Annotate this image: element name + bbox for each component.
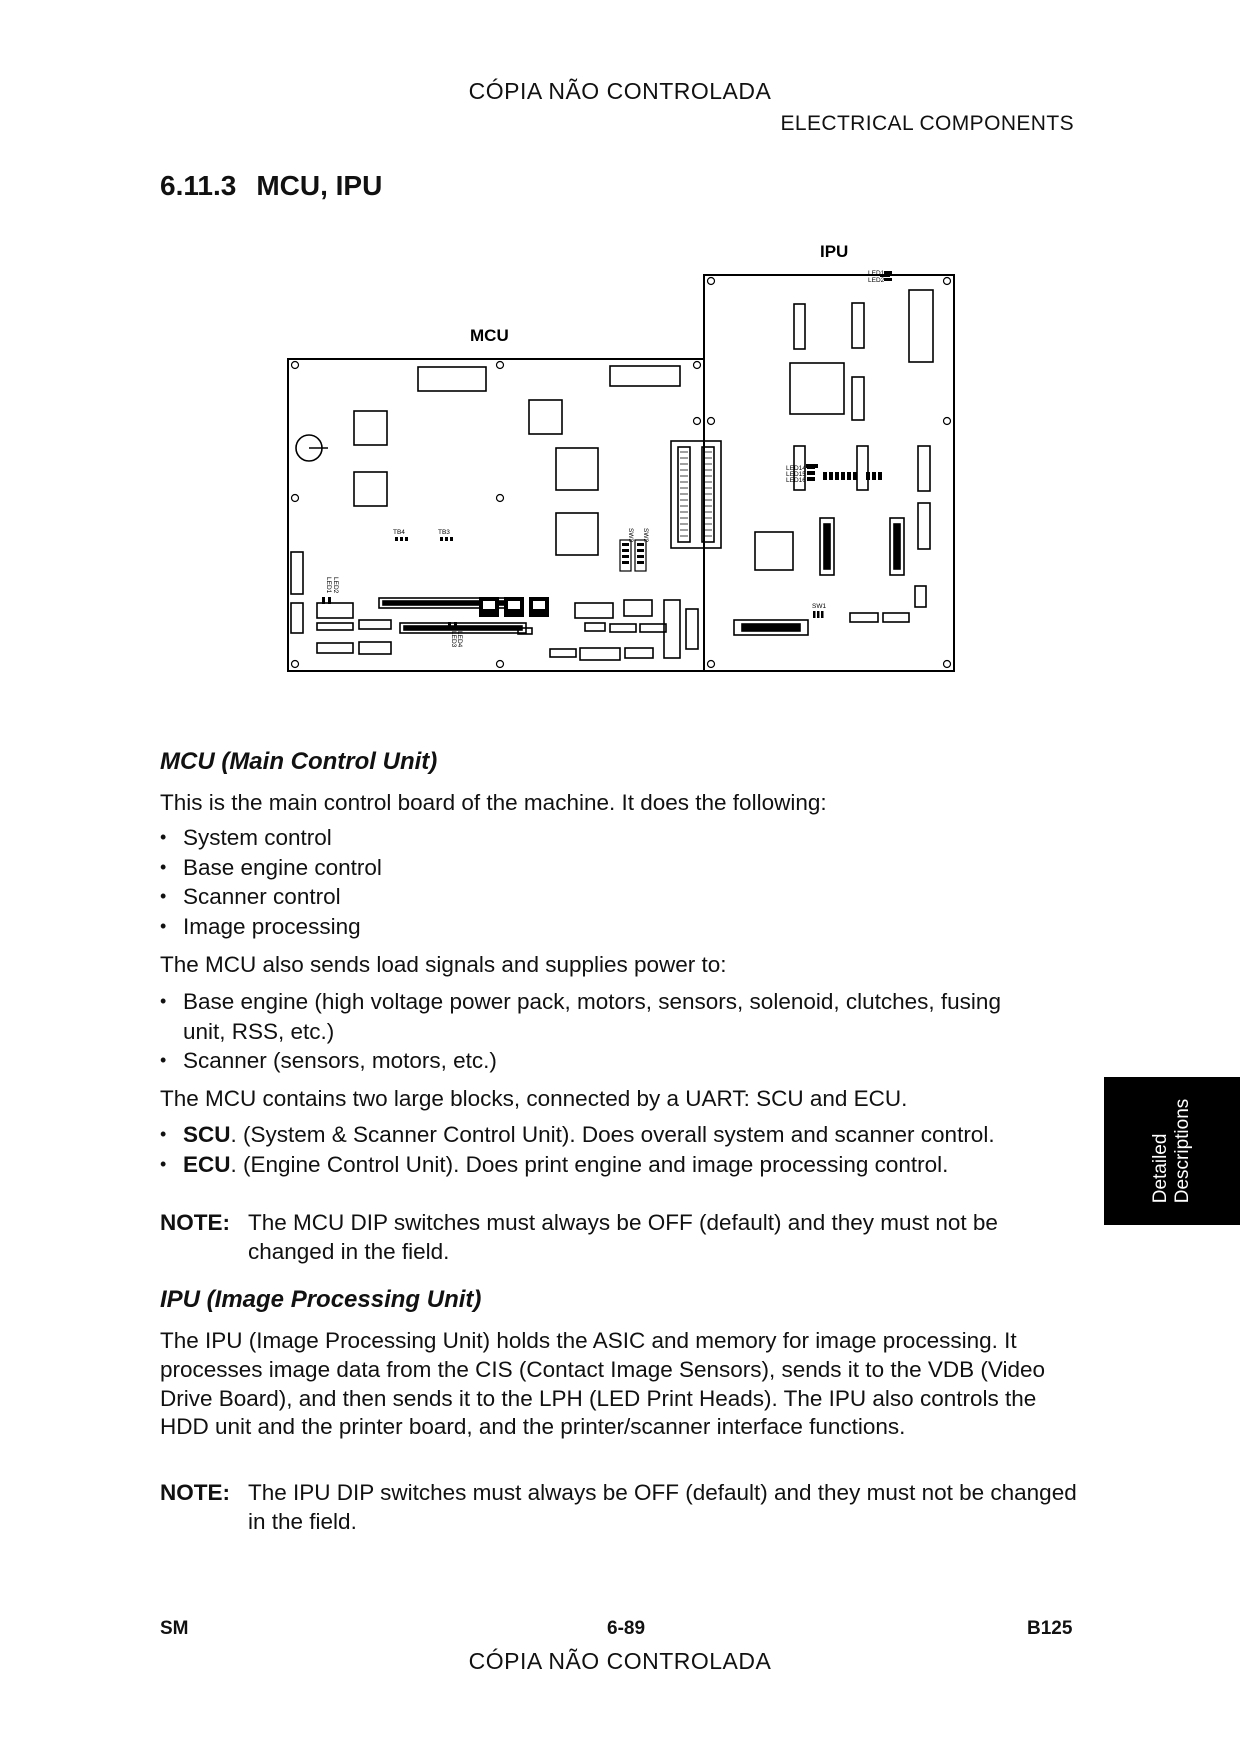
footer-page-number: 6-89 — [607, 1618, 646, 1639]
note-label: NOTE: — [160, 1480, 230, 1505]
mcu-sw3-label: SW3 — [627, 528, 634, 543]
ipu-label: IPU — [820, 242, 849, 261]
ipu-led1-label: LED1 — [868, 270, 885, 277]
ipu-sw1-label: SW1 — [812, 603, 827, 610]
ipu-led14-label: LED14 — [786, 465, 806, 472]
mcu-intro: This is the main control board of the machine. It does the following: — [160, 790, 827, 815]
list-item: • Scanner control — [160, 882, 1080, 912]
ipu-led15-label: LED15 — [786, 471, 806, 478]
block-name: SCU — [183, 1122, 231, 1147]
ipu-heading: IPU (Image Processing Unit) — [160, 1286, 482, 1313]
section-number: 6.11.3 — [160, 170, 237, 201]
section-title: MCU, IPU — [256, 170, 383, 201]
mcu-led3-label: LED3 — [450, 631, 457, 648]
mcu-ipu-board-diagram — [280, 240, 970, 680]
list-item — [160, 1150, 1040, 1180]
block-name: ECU — [183, 1151, 231, 1177]
mcu-tb3-label: TB3 — [438, 529, 450, 536]
note-text: The MCU DIP switches must always be OFF (default) and they must not be changed in the field. — [248, 1210, 998, 1264]
list-item: • System control — [160, 823, 1080, 853]
mcu-supplies-list — [160, 987, 1040, 1076]
mcu-label: MCU — [470, 326, 509, 345]
mcu-heading: MCU (Main Control Unit) — [160, 748, 438, 775]
note-text: The IPU DIP switches must always be OFF (default) and they must not be changed in the field. — [248, 1480, 1077, 1534]
block-description: . (Engine Control Unit). Does print engine and image processing control. — [230, 1151, 949, 1177]
mcu-blocks-list — [160, 1120, 1040, 1179]
mcu-sw2-label: SW2 — [642, 528, 649, 543]
mcu-blocks-intro: The MCU contains two large blocks, connected by a UART: SCU and ECU. — [160, 1086, 908, 1111]
mcu-tb4-label: TB4 — [393, 529, 405, 536]
list-item: • Base engine (high voltage power pack, motors, sensors, solenoid, clutches, fusing unit, RSS, etc.) — [160, 987, 1040, 1046]
watermark-bottom: CÓPIA NÃO CONTROLADA — [468, 1648, 772, 1674]
section-heading — [160, 170, 382, 202]
list-item: • Base engine control — [160, 853, 1080, 883]
note-label: NOTE: — [160, 1210, 230, 1235]
side-tab-detailed-descriptions — [1104, 1077, 1240, 1225]
mcu-led1-label: LED1 — [325, 577, 332, 594]
footer-right: B125 — [1027, 1618, 1073, 1639]
list-item — [160, 1120, 1040, 1150]
ipu-body: The IPU (Image Processing Unit) holds the ASIC and memory for image processing. It processes image data from the CIS (Contact Image Sensors), sends it to the VDB (Video Drive Board), and then sends it to the LPH (LED Print Heads). The IPU also controls the HDD unit and the printer board, and the printer/scanner interface functions. — [160, 1328, 1046, 1440]
mcu-led4-label: LED4 — [456, 631, 463, 648]
ipu-led2-label: LED2 — [868, 277, 885, 284]
mcu-function-list — [160, 823, 1080, 941]
list-item: • Scanner (sensors, motors, etc.) — [160, 1046, 1040, 1076]
block-description: . (System & Scanner Control Unit). Does overall system and scanner control. — [230, 1122, 995, 1147]
watermark-top: CÓPIA NÃO CONTROLADA — [468, 78, 772, 104]
ipu-note — [160, 1478, 1080, 1536]
side-tab-line2: Descriptions — [1172, 1098, 1193, 1204]
ipu-led16-label: LED16 — [786, 477, 806, 484]
list-item: • Image processing — [160, 912, 1080, 942]
mcu-supplies-intro: The MCU also sends load signals and supplies power to: — [160, 952, 727, 977]
mcu-led2-label: LED2 — [332, 577, 339, 594]
mcu-note — [160, 1208, 1060, 1266]
footer-left: SM — [160, 1618, 189, 1639]
side-tab-line1: Detailed — [1150, 1133, 1171, 1204]
side-tab-text — [1150, 1099, 1194, 1204]
running-header: ELECTRICAL COMPONENTS — [780, 112, 1074, 135]
